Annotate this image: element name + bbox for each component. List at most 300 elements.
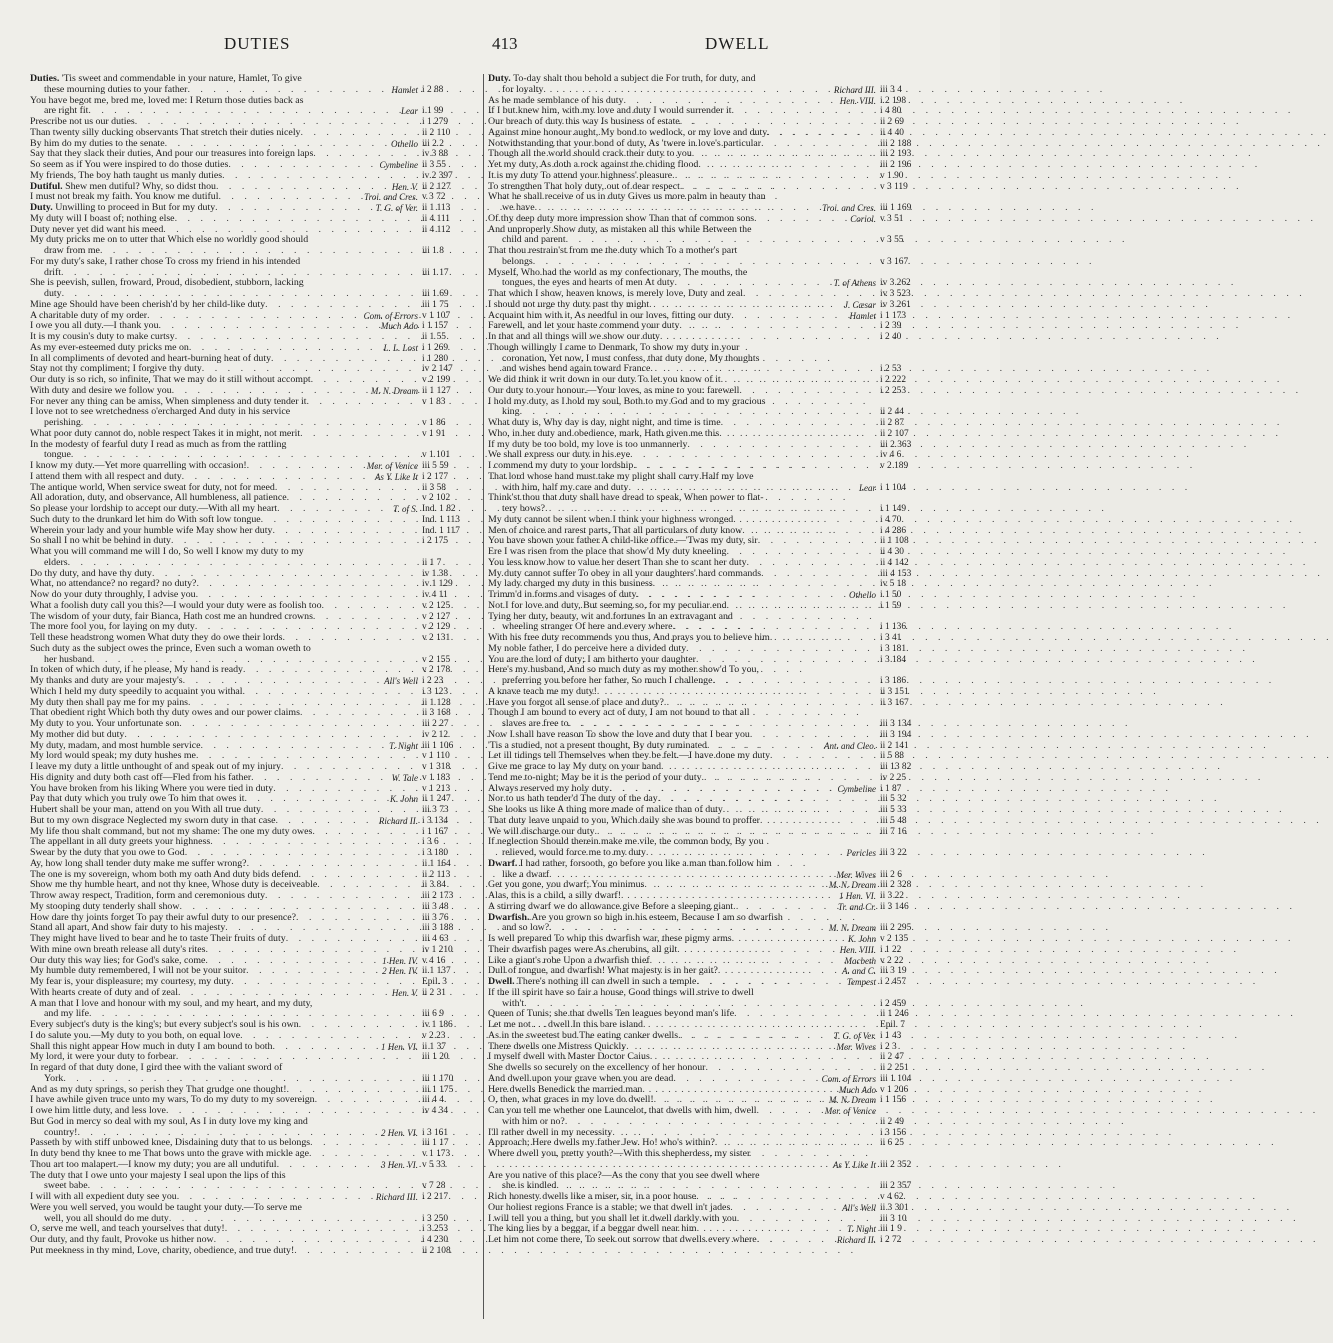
act-scene-line-ref: iii 3 76 <box>422 912 449 923</box>
play-title: W. Tale <box>391 772 418 783</box>
act-scene-line-ref: v 1 173 <box>422 1149 451 1159</box>
quotation-text: I do salute you.—My duty to you both, on equal love <box>30 1029 241 1041</box>
act-scene-line-ref: iii 1 20 <box>422 1052 449 1063</box>
quotation-text: with't <box>502 997 525 1009</box>
act-scene-line-ref: iv 2 397 <box>422 170 453 181</box>
act-scene-line-ref: iii 1 8 <box>422 246 444 256</box>
quotation-text: A man that I love and honour with my soul, and my heart, and my duty, <box>30 997 313 1009</box>
quotation-text: Do thy duty, and have thy duty <box>30 567 152 579</box>
act-scene-line-ref: i 2 198 <box>880 95 907 106</box>
act-scene-line-ref: i 2 40 <box>880 332 902 342</box>
quotation-text: That obedient right Which both thy duty owes and our power claims <box>30 707 300 719</box>
quotation-text: If I but knew him, with my love and duty I would surrender it <box>488 105 732 117</box>
quotation-text: My lord, it were your duty to forbear <box>30 1051 176 1063</box>
leader-dots <box>719 429 876 440</box>
act-scene-line-ref: ii 2 113 <box>422 869 451 880</box>
concordance-line <box>488 214 946 225</box>
act-scene-line-ref: i 3 184 <box>880 654 907 665</box>
act-scene-line-ref: ii 2 87 <box>880 418 904 428</box>
leader-dots <box>730 1203 842 1214</box>
act-scene-line-ref: iii 5 32 <box>880 794 907 805</box>
act-scene-line-ref: i 4 286 <box>880 525 907 536</box>
quotation-text: And dwell upon your grave when you are dead <box>488 1072 674 1084</box>
quotation-text: Rich honesty dwells like a miser, sir, in a poor house <box>488 1191 697 1202</box>
act-scene-line-ref: i 1 280 <box>422 353 449 364</box>
act-scene-line-ref: iii 2 295 <box>880 923 912 934</box>
quotation-text: with him or no? <box>502 1115 565 1127</box>
quotation-text: Let me not . . . dwell In this bare island <box>488 1019 643 1030</box>
act-scene-line-ref: i 2 222 <box>880 375 907 385</box>
concordance-line <box>488 1203 946 1214</box>
act-scene-line-ref: i 1 279 <box>422 117 449 127</box>
quotation-text: My lord would speak; my duty hushes me <box>30 750 196 762</box>
leader-dots <box>63 1074 418 1085</box>
act-scene-line-ref: iv 2 12 <box>422 729 449 740</box>
quotation-text: If neglection Should therein make me vile, the common body, By you <box>488 836 764 848</box>
quotation-text: In all compliments of devoted and heart-burning heat of duty <box>30 352 272 364</box>
quotation-text: Hubert shall be your man, attend on you With all true duty <box>30 804 261 815</box>
act-scene-line-ref: iv 3 261 <box>880 299 911 310</box>
act-scene-line-ref: ii 2 44 <box>880 407 904 418</box>
quotation-text: Always reserved my holy duty <box>488 782 610 794</box>
leader-dots <box>767 128 876 139</box>
quotation-text: My duty, madam, and most humble service <box>30 739 201 751</box>
act-scene-line-ref: ii 2 108 <box>422 1245 451 1256</box>
quotation-text: O, then, what graces in my love do dwell! <box>488 1094 654 1106</box>
quotation-text: Like a giant's robe Upon a dwarfish thief <box>488 954 650 966</box>
quotation-text: duty <box>44 288 62 299</box>
quotation-text: and my life <box>44 1008 89 1020</box>
quotation-text: Have you forgot all sense of place and duty? <box>488 696 664 708</box>
act-scene-line-ref: iii 2 357 <box>880 1181 912 1192</box>
act-scene-line-ref: v 1 90 <box>880 170 904 181</box>
quotation-text: What he shall receive of us in duty Gives us more palm in beauty than <box>488 191 766 203</box>
play-title: 2 Hen. VI. <box>381 1127 418 1138</box>
play-title: Com. of Errors <box>363 310 418 321</box>
play-title: Richard II. <box>378 815 418 826</box>
column-divider <box>483 74 484 1319</box>
act-scene-line-ref: Ind. 1 82 <box>422 504 456 514</box>
quotation-text: She looks us like A thing more made of malice than of duty <box>488 804 723 815</box>
quotation-text: Stay not thy compliment; I forgive thy duty <box>30 363 202 375</box>
act-scene-line-ref: i 1 50 <box>880 590 902 600</box>
act-scene-line-ref: ii 1 108 <box>880 536 909 547</box>
leader-dots <box>677 945 840 956</box>
quotation-text: We shall express our duty in his eye <box>488 449 631 461</box>
quotation-text: Though willingly I came to Denmark, To show my duty in your <box>488 341 740 353</box>
play-title: As Y. Like It <box>832 1159 876 1170</box>
play-title: 1 Hen. IV. <box>382 955 418 966</box>
quotation-text: My duty cannot suffer To obey in all your daughters' hard commands <box>488 567 762 579</box>
act-scene-line-ref: i 4 230 <box>422 1235 449 1245</box>
act-scene-line-ref: iv 1 38 <box>422 568 449 579</box>
quotation-text: A stirring dwarf we do allowance give Before a sleeping giant <box>488 900 734 912</box>
concordance-line <box>30 343 488 354</box>
quotation-text: Show me thy humble heart, and not thy knee, Whose duty is deceiveable <box>30 879 318 891</box>
act-scene-line-ref: i 3 123 <box>422 686 449 697</box>
act-scene-line-ref: iii 1 106 <box>422 740 454 751</box>
play-title: Com. of Errors <box>821 1073 876 1084</box>
quotation-text: Such duty as the subject owes the prince, Even such a woman oweth to <box>30 642 311 654</box>
leader-dots <box>222 171 418 182</box>
act-scene-line-ref: v 2 127 <box>422 611 451 622</box>
play-title: T. of S. <box>393 504 418 514</box>
quotation-text: Such duty to the drunkard let him do With soft low tongue <box>30 513 261 525</box>
play-title: Richard II. <box>836 1235 876 1245</box>
quotation-text: My duty pricks me on to utter that Which else no worldly good should <box>30 234 309 246</box>
concordance-line <box>30 1117 488 1128</box>
quotation-text: You are the lord of duty; I am hitherto your daughter <box>488 653 696 665</box>
act-scene-line-ref: ii 1 164 <box>422 858 451 869</box>
leader-dots <box>172 386 371 397</box>
act-scene-line-ref: iii 3 22 <box>880 848 907 858</box>
leader-dots <box>275 816 378 827</box>
leader-dots <box>300 429 418 440</box>
quotation-text: Let ill tidings tell Themselves when they be felt.—I have done my duty <box>488 750 771 762</box>
act-scene-line-ref: iii 2 196 <box>880 160 912 170</box>
quotation-text: Our duty is so rich, so infinite, That we may do it still without accompt <box>30 374 311 385</box>
play-title: L. L. Lost <box>383 342 418 353</box>
act-scene-line-ref: v 1 107 <box>422 310 451 321</box>
quotation-text: she is kindled <box>502 1180 557 1192</box>
play-title: M. N. Dream <box>828 880 876 891</box>
quotation-text: Ere I was risen from the place that show'd My duty kneeling <box>488 546 727 557</box>
quotation-text: In the modesty of fearful duty I read as much as from the rattling <box>30 438 287 450</box>
play-title: Macbeth <box>844 955 876 966</box>
play-title: All's Well <box>842 1202 876 1213</box>
quotation-text: What you will command me will I do, So well I know my duty to my <box>30 546 304 557</box>
quotation-text: My stooping duty tenderly shall show <box>30 900 180 912</box>
act-scene-line-ref: Ind. 1 113 <box>422 514 460 525</box>
quotation-text: Tend me to-night; May be it is the period of your duty <box>488 771 702 783</box>
act-scene-line-ref: iii 1 9 <box>880 1224 902 1235</box>
quotation-text: So shall I no whit be behind in duty <box>30 535 171 547</box>
act-scene-line-ref: i 2 457 <box>880 977 907 987</box>
quotation-text: My friends, The boy hath taught us manly duties <box>30 169 223 181</box>
act-scene-line-ref: iii 3 48 <box>422 901 449 912</box>
quotation-text: My life thou shalt command, but not my shame: The one my duty owes <box>30 825 313 837</box>
quotation-text: There dwells one Mistress Quickly <box>488 1040 627 1052</box>
act-scene-line-ref: Epil. 7 <box>880 1020 905 1030</box>
quotation-text: Our duty, and thy fault, Provoke us hither now <box>30 1234 214 1245</box>
quotation-text: The wisdom of your duty, fair Bianca, Hath cost me an hundred crowns <box>30 610 313 622</box>
act-scene-line-ref: iv 1 210 <box>422 944 453 955</box>
act-scene-line-ref: ii 2 110 <box>422 127 451 138</box>
play-title: T. G. of Ver. <box>375 203 418 213</box>
quotation-text: You have begot me, bred me, loved me: I Return those duties back as <box>30 94 304 106</box>
concordance-line <box>30 257 488 268</box>
concordance-line <box>30 214 488 225</box>
act-scene-line-ref: ii 4 142 <box>880 557 909 568</box>
quotation-text: Now I shall have reason To show the love and duty that I bear you <box>488 728 750 740</box>
play-title: T. Night <box>389 740 418 751</box>
leader-dots <box>733 902 838 913</box>
act-scene-line-ref: i 4 70 <box>880 514 902 525</box>
quotation-text: sweet babe <box>44 1180 88 1192</box>
concordance-line <box>30 472 488 483</box>
quotation-text: The antique world, When service sweat for duty, not for meed <box>30 481 275 493</box>
quotation-text: Nor to us hath tender'd The duty of the day <box>488 793 658 805</box>
act-scene-line-ref: iii 5 59 <box>422 461 449 471</box>
quotation-text: Pay that duty which you truly owe To him that owes it <box>30 793 245 805</box>
concordance-line <box>488 945 946 956</box>
act-scene-line-ref: iv 5 18 <box>880 579 907 590</box>
quotation-text: belongs <box>502 255 533 267</box>
quotation-text: If the ill spirit have so fair a house, Good things will strive to dwell <box>488 986 754 998</box>
quotation-text: preferring you before her father, So much I challenge <box>502 675 713 686</box>
act-scene-line-ref: ii 1 37 <box>422 1041 446 1052</box>
act-scene-line-ref: v 3 55 <box>880 235 904 246</box>
act-scene-line-ref: i 1 59 <box>880 600 902 611</box>
quotation-text: What duty is, Why day is day, night night, and time is time <box>488 417 721 428</box>
act-scene-line-ref: iii 2 2 <box>422 138 444 149</box>
act-scene-line-ref: iii 2 363 <box>880 439 912 450</box>
concordance-line <box>488 1235 946 1246</box>
concordance-line <box>488 429 946 440</box>
leader-dots <box>251 773 391 784</box>
act-scene-line-ref: i 2 253 <box>880 385 907 396</box>
concordance-line <box>30 644 488 655</box>
quotation-text: Men of choice and rarest parts, That all particulars of duty know <box>488 524 743 536</box>
play-title: Othello <box>849 590 876 600</box>
quotation-text: As he made semblance of his duty <box>488 94 624 106</box>
act-scene-line-ref: iii 3 10 <box>880 1213 907 1224</box>
play-title: Hamlet <box>391 84 418 95</box>
leader-dots <box>124 730 418 741</box>
quotation-text: If my duty be too bold, my love is too unmannerly <box>488 438 688 450</box>
concordance-line <box>30 730 488 741</box>
quotation-text: are right fit <box>44 105 89 117</box>
act-scene-line-ref: i 2 88 <box>422 84 444 95</box>
quotation-text: her husband <box>44 653 92 665</box>
act-scene-line-ref: ii 5 88 <box>880 751 904 762</box>
quotation-text: For never any thing can be amiss, When simpleness and duty tender it <box>30 395 307 407</box>
act-scene-line-ref: i 1 157 <box>422 321 449 332</box>
concordance-line <box>488 601 946 612</box>
act-scene-line-ref: v 2 23 <box>422 1030 446 1041</box>
act-scene-line-ref: v 1 206 <box>880 1084 909 1095</box>
quotation-text: king <box>502 406 520 418</box>
quotation-text: I owe you all duty.—I thank you <box>30 320 159 332</box>
play-title: All's Well <box>384 676 418 686</box>
quotation-text: Notwithstanding that your bond of duty, As 'twere in love's particular <box>488 137 762 149</box>
concordance-line <box>488 85 946 96</box>
quotation-text: Is well prepared To whip this dwarfish war, these pigmy arms <box>488 933 732 944</box>
act-scene-line-ref: iii 4 63 <box>422 934 449 944</box>
header-right-word: DWELL <box>705 34 770 53</box>
act-scene-line-ref: iii 7 16 <box>880 826 907 837</box>
act-scene-line-ref: v 2 135 <box>880 934 909 944</box>
act-scene-line-ref: iii 2 328 <box>880 880 912 891</box>
play-title: J. Cæsar <box>843 299 876 310</box>
concordance-line <box>30 902 488 913</box>
concordance-line <box>488 816 946 827</box>
act-scene-line-ref: v 2 189 <box>880 461 909 471</box>
leader-dots <box>727 601 877 612</box>
quotation-text: How dare thy joints forget To pay their awful duty to our presence? <box>30 911 297 923</box>
concordance-line <box>488 859 946 870</box>
concordance-line <box>488 128 946 139</box>
quotation-text: My duty to you. Your unfortunate son <box>30 718 180 729</box>
act-scene-line-ref: iii 5 33 <box>880 805 907 815</box>
play-title: Mer. of Venice <box>824 1106 876 1116</box>
play-title: 1 Hen. VI. <box>381 1041 418 1052</box>
play-title: Othello <box>391 138 418 149</box>
quotation-text: coronation, Yet now, I must confess, that duty done, My thoughts <box>502 352 760 364</box>
quotation-text: Trimm'd in forms and visages of duty <box>488 589 637 600</box>
leader-dots <box>739 386 876 397</box>
leader-dots <box>649 300 844 311</box>
act-scene-line-ref: iii 4 153 <box>880 568 912 579</box>
leader-dots <box>307 397 418 408</box>
quotation-text: Duty. Unwilling to proceed in But for my duty <box>30 202 216 213</box>
quotation-text: Here's my husband, And so much duty as my mother show'd To you, <box>488 664 759 676</box>
act-scene-line-ref: ii 3 146 <box>880 901 909 912</box>
quotation-text: with him, half my care and duty <box>502 481 629 493</box>
act-scene-line-ref: Ind. 1 117 <box>422 525 460 536</box>
quotation-text: I love not to see wretchedness o'ercharged And duty in his service <box>30 406 291 418</box>
quotation-text: In duty bend thy knee to me That bows unto the grave with mickle age <box>30 1148 309 1159</box>
play-title: M. N. Dream <box>828 923 876 934</box>
act-scene-line-ref: i 3 161 <box>422 1127 449 1138</box>
quotation-text: In that and all things will we show our duty <box>488 331 660 342</box>
quotation-text: tongues, the eyes and hearts of men At duty <box>502 277 675 289</box>
quotation-text: we have <box>502 202 535 213</box>
act-scene-line-ref: v 2 155 <box>422 654 451 665</box>
act-scene-line-ref: iii 1 69 <box>422 289 449 299</box>
act-scene-line-ref: iii 1 170 <box>422 1073 454 1084</box>
act-scene-line-ref: iv 3 88 <box>422 149 449 160</box>
leader-dots <box>243 687 418 698</box>
quotation-text: Alas, this is a child, a silly dwarf! <box>488 890 622 901</box>
quotation-text: By him do my duties to the senate <box>30 137 165 149</box>
header-left-word: DUTIES <box>224 34 291 53</box>
concordance-line <box>488 343 946 354</box>
quotation-text: Dwarf. I had rather, forsooth, go before you like a man than follow him <box>488 857 772 869</box>
play-title: T. Night <box>847 1224 876 1235</box>
quotation-text: Our breach of duty this way Is business of estate <box>488 116 680 127</box>
act-scene-line-ref: ii 3 58 <box>422 482 446 493</box>
quotation-text: You have shown your father A child-like office.—'Twas my duty, sir <box>488 535 758 547</box>
concordance-line <box>488 1117 946 1128</box>
act-scene-line-ref: i 3 181 <box>880 643 907 654</box>
act-scene-line-ref: v 7 28 <box>422 1181 446 1192</box>
act-scene-line-ref: iii 2 27 <box>422 719 449 729</box>
concordance-line <box>488 1074 946 1085</box>
act-scene-line-ref: v 1 213 <box>422 783 451 794</box>
act-scene-line-ref: ii 1 127 <box>422 385 451 396</box>
leader-dots <box>206 945 418 956</box>
play-title: 2 Hen. IV. <box>382 966 418 977</box>
quotation-text: Myself, Who had the world as my confectionary, The mouths, the <box>488 266 748 278</box>
quotation-text: Swear by the duty that you owe to God <box>30 847 185 858</box>
act-scene-line-ref: ii 3 301 <box>880 1202 909 1213</box>
play-title: T. G. of Ver. <box>833 1030 876 1041</box>
quotation-text: Though all the world should crack their duty to you <box>488 148 692 160</box>
quotation-text: York <box>44 1072 64 1084</box>
act-scene-line-ref: ii 2 69 <box>880 117 904 127</box>
concordance-line <box>488 558 946 569</box>
concordance-line <box>30 1160 488 1171</box>
quotation-text: child and parent <box>502 234 566 246</box>
concordance-line <box>30 1031 488 1042</box>
act-scene-line-ref: v 1 110 <box>422 751 450 762</box>
play-title: Hamlet <box>849 310 876 321</box>
leader-dots <box>750 730 876 741</box>
leader-dots <box>757 1235 837 1246</box>
leader-dots <box>182 472 375 483</box>
quotation-text: Against mine honour aught, My bond to wedlock, or my love and duty <box>488 126 768 138</box>
act-scene-line-ref: iii 2 352 <box>880 1159 912 1170</box>
concordance-line <box>488 730 946 741</box>
quotation-text: So please your lordship to accept our duty.—With all my heart <box>30 503 278 514</box>
concordance-line <box>488 773 946 784</box>
act-scene-line-ref: i 1 99 <box>422 106 444 117</box>
leader-dots <box>180 902 419 913</box>
play-title: M. N. Dream <box>828 1095 876 1106</box>
quotation-text: I owe him little duty, and less love <box>30 1105 166 1116</box>
act-scene-line-ref: v 2 125 <box>422 600 451 611</box>
act-scene-line-ref: i 2 53 <box>880 364 902 375</box>
act-scene-line-ref: Epil. 3 <box>422 977 447 987</box>
quotation-text: elders <box>44 556 68 568</box>
act-scene-line-ref: iv 3 262 <box>880 278 911 289</box>
quotation-text: My duty cannot be silent when I think your highness wronged <box>488 513 734 525</box>
quotation-text: That lord whose hand must take my plight shall carry Half my love <box>488 470 754 482</box>
act-scene-line-ref: v 1 91 <box>422 428 446 439</box>
quotation-text: tery bows? <box>502 503 546 514</box>
quotation-text: They might have lived to bear and he to taste Their fruits of duty <box>30 933 286 944</box>
quotation-text: Queen of Tunis; she that dwells Ten leagues beyond man's life <box>488 1008 735 1020</box>
concordance-line <box>488 386 946 397</box>
act-scene-line-ref: ii 4 30 <box>880 547 904 557</box>
concordance-line <box>30 1203 488 1214</box>
quotation-text: Throw away respect, Tradition, form and ceremonious duty <box>30 890 266 901</box>
act-scene-line-ref: iv 4 6 <box>880 450 902 461</box>
quotation-text: Which I held my duty speedily to acquaint you withal <box>30 685 243 697</box>
quotation-text: A knave teach me my duty! <box>488 685 597 697</box>
quotation-text: My noble father, I do perceive here a divided duty <box>488 642 687 654</box>
quotation-text: We will discharge our duty <box>488 825 595 837</box>
quotation-text: I myself dwell with Master Doctor Caius <box>488 1051 650 1063</box>
play-title: M. N. Dream <box>370 385 418 396</box>
play-title: K. John <box>390 794 418 805</box>
quotation-text: these mourning duties to your father <box>44 83 188 95</box>
act-scene-line-ref: ii 1 113 <box>422 203 451 213</box>
quotation-text: The king lies by a beggar, if a beggar dwell near him <box>488 1223 697 1235</box>
concordance-line <box>30 601 488 612</box>
concordance-line <box>30 85 488 96</box>
concordance-line <box>488 171 946 182</box>
quotation-text: Think'st thou that duty shall have dread to speak, When power to flat- <box>488 492 764 504</box>
quotation-text: For my duty's sake, I rather chose To cross my friend in his intended <box>30 255 301 267</box>
act-scene-line-ref: v 2 129 <box>422 622 451 633</box>
play-title: Hen. V. <box>391 987 418 998</box>
act-scene-line-ref: ii 1 7 <box>422 557 442 568</box>
play-title: Hen. VIII. <box>839 944 876 955</box>
quotation-text: In token of which duty, if he please, My hand is ready <box>30 664 243 676</box>
concordance-line <box>488 257 946 268</box>
quotation-text: All adoration, duty, and observance, All humbleness, all patience <box>30 492 287 504</box>
act-scene-line-ref: iv 4 34 <box>422 1106 449 1116</box>
play-title: Ant. and Cleo. <box>824 740 876 751</box>
act-scene-line-ref: ii 2 107 <box>880 428 909 439</box>
act-scene-line-ref: v 4 16 <box>422 955 446 966</box>
play-title: As Y. Like It <box>374 471 418 482</box>
play-title: Much Ado <box>838 1084 876 1095</box>
quotation-text: The appellant in all duty greets your highness <box>30 836 211 848</box>
quotation-text: and wishes bend again toward France <box>502 363 651 375</box>
